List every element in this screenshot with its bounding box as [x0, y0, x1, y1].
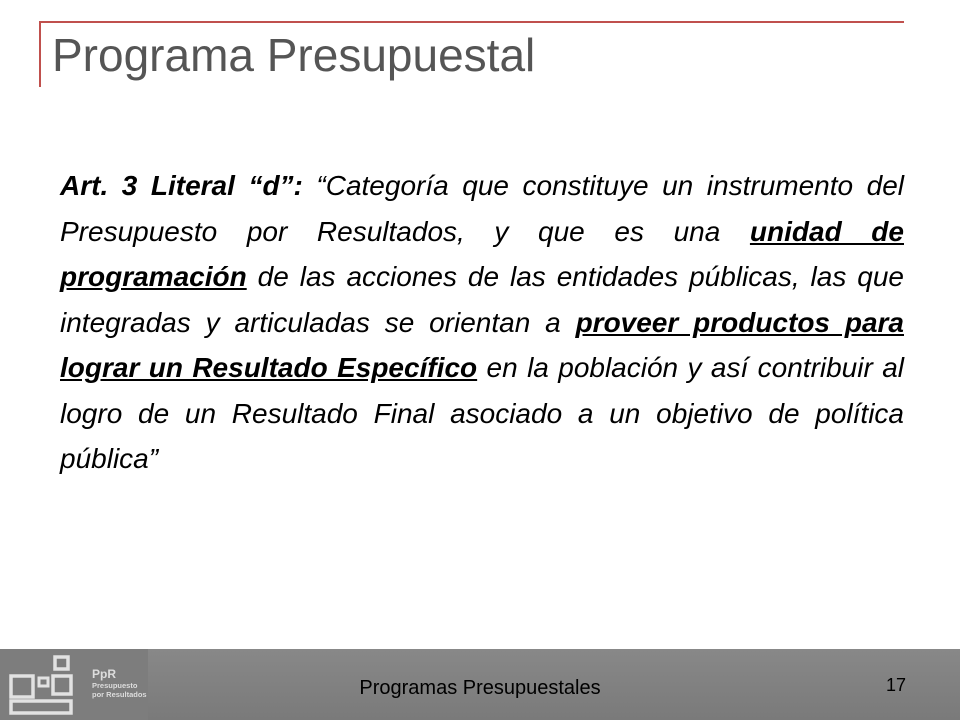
title-accent-top-line [39, 21, 904, 23]
body-text-segment-1: “Categoría que constituye un instrumento del Presupuesto por Resultados, y que es una [60, 170, 904, 247]
footer-bar [0, 649, 960, 720]
underlined-phrase-unidad: unidad de programación [60, 215, 904, 292]
footer-title: Programas Presupuestales [359, 677, 601, 699]
article-reference: Art. 3 Literal “d”: [60, 170, 303, 201]
title-accent-left-line [39, 21, 41, 87]
ppr-logo-line-2: por Resultados [92, 690, 147, 699]
body-text-segment-3: en la población y así contribuir al logro de un Resultado Final asociado a un objetivo de política pública” [60, 352, 904, 474]
body-text [60, 163, 904, 482]
slide-title: Programa Presupuestal [52, 29, 536, 81]
underlined-phrase-proveer: proveer productos para lograr un Resultado Específico [60, 306, 904, 383]
ppr-logo-text [92, 668, 147, 699]
ppr-logo-abbr: PpR [92, 667, 116, 681]
ppr-logo-line-1: Presupuesto [92, 681, 138, 690]
ppr-logo [0, 649, 148, 720]
page-number: 17 [885, 675, 907, 695]
ppr-logo-squares-icon [0, 649, 92, 720]
body-text-segment-2: de las acciones de las entidades públicas, las que integradas y articuladas se orientan a [60, 261, 904, 338]
